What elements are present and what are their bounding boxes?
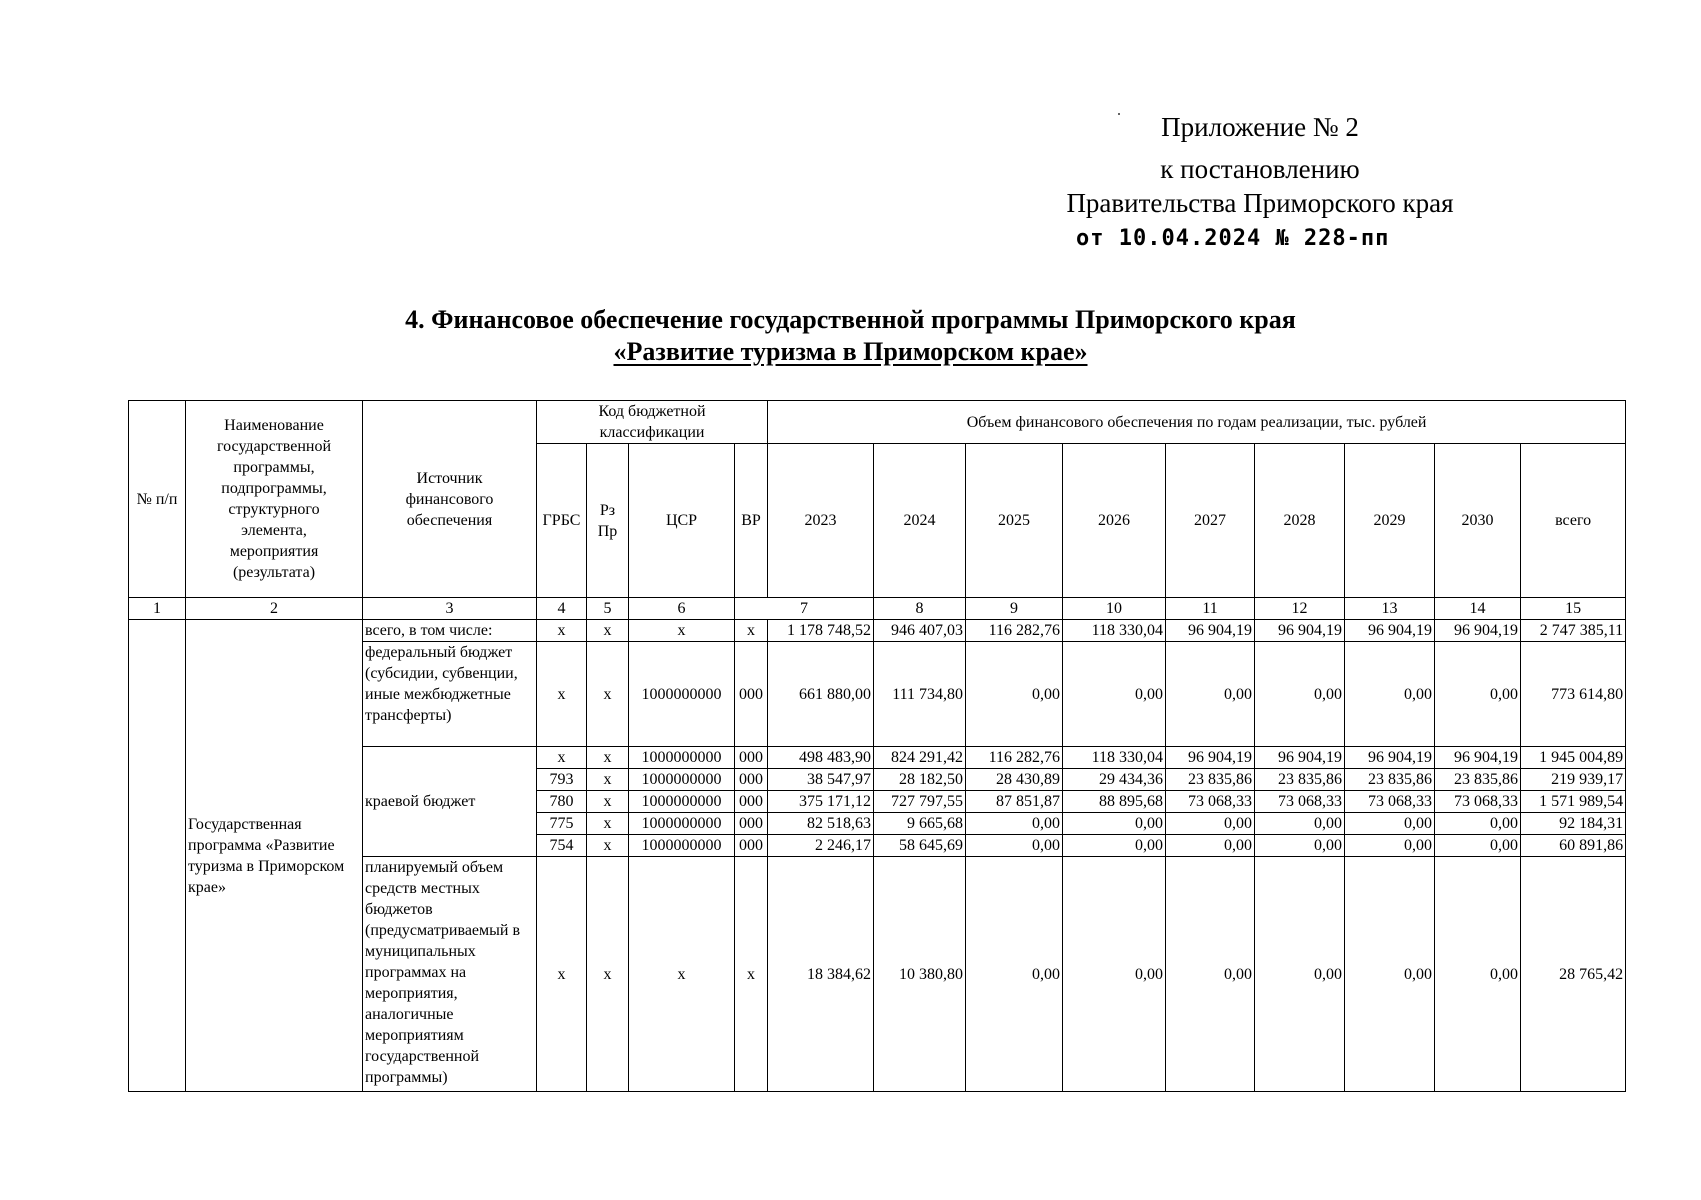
value-cell: 116 282,76 <box>966 620 1063 642</box>
source-federal: федеральный бюджет (субсидии, субвенции, иные межбюджетные трансферты) <box>363 642 537 747</box>
column-number: 3 <box>363 598 537 620</box>
value-cell: 0,00 <box>1255 642 1345 747</box>
csr-cell: 1000000000 <box>629 747 735 769</box>
value-cell: 0,00 <box>1345 642 1435 747</box>
value-cell: 118 330,04 <box>1063 747 1166 769</box>
value-cell: 824 291,42 <box>874 747 966 769</box>
value-cell: 375 171,12 <box>768 791 874 813</box>
value-cell: 92 184,31 <box>1521 813 1626 835</box>
column-number: 9 <box>966 598 1063 620</box>
value-cell: 219 939,17 <box>1521 769 1626 791</box>
header-grbs: ГРБС <box>537 444 587 598</box>
value-cell: 0,00 <box>966 642 1063 747</box>
rzpr-cell: x <box>587 769 629 791</box>
grbs-cell: x <box>537 642 587 747</box>
value-cell: 0,00 <box>1435 835 1521 857</box>
value-cell: 0,00 <box>966 857 1063 1092</box>
value-cell: 0,00 <box>1166 813 1255 835</box>
header-year-2026: 2026 <box>1063 444 1166 598</box>
vr-cell: 000 <box>735 747 768 769</box>
header-year-2028: 2028 <box>1255 444 1345 598</box>
value-cell: 96 904,19 <box>1166 620 1255 642</box>
header-year-2027: 2027 <box>1166 444 1255 598</box>
value-cell: 88 895,68 <box>1063 791 1166 813</box>
rzpr-cell: x <box>587 813 629 835</box>
column-number: 7 <box>735 598 874 620</box>
appendix-to-resolution: к постановлению <box>1160 154 1360 184</box>
value-cell: 0,00 <box>1435 642 1521 747</box>
value-cell: 82 518,63 <box>768 813 874 835</box>
column-number: 11 <box>1166 598 1255 620</box>
value-cell: 23 835,86 <box>1166 769 1255 791</box>
value-cell: 0,00 <box>966 813 1063 835</box>
value-cell: 0,00 <box>1345 835 1435 857</box>
column-number: 14 <box>1435 598 1521 620</box>
header-volume-group: Объем финансового обеспечения по годам реализации, тыс. рублей <box>768 401 1626 444</box>
appendix-number: Приложение № 2 <box>1161 112 1359 142</box>
csr-cell: 1000000000 <box>629 769 735 791</box>
grbs-cell: x <box>537 747 587 769</box>
header-year-2029: 2029 <box>1345 444 1435 598</box>
value-cell: 2 747 385,11 <box>1521 620 1626 642</box>
value-cell: 96 904,19 <box>1255 747 1345 769</box>
grbs-cell: 780 <box>537 791 587 813</box>
value-cell: 0,00 <box>1063 857 1166 1092</box>
value-cell: 946 407,03 <box>874 620 966 642</box>
value-cell: 96 904,19 <box>1435 620 1521 642</box>
header-code-group: Код бюджетной классификации <box>537 401 768 444</box>
vr-cell: x <box>735 620 768 642</box>
value-cell: 116 282,76 <box>966 747 1063 769</box>
header-year-2030: 2030 <box>1435 444 1521 598</box>
source-total: всего, в том числе: <box>363 620 537 642</box>
grbs-cell: x <box>537 857 587 1092</box>
value-cell: 60 891,86 <box>1521 835 1626 857</box>
header-num: № п/п <box>129 401 186 598</box>
value-cell: 28 765,42 <box>1521 857 1626 1092</box>
value-cell: 23 835,86 <box>1435 769 1521 791</box>
value-cell: 0,00 <box>1166 857 1255 1092</box>
value-cell: 0,00 <box>1435 857 1521 1092</box>
value-cell: 58 645,69 <box>874 835 966 857</box>
value-cell: 96 904,19 <box>1166 747 1255 769</box>
column-number-row <box>129 598 1626 620</box>
value-cell: 96 904,19 <box>1255 620 1345 642</box>
csr-cell: x <box>629 620 735 642</box>
value-cell: 498 483,90 <box>768 747 874 769</box>
vr-cell: 000 <box>735 835 768 857</box>
value-cell: 73 068,33 <box>1345 791 1435 813</box>
value-cell: 96 904,19 <box>1435 747 1521 769</box>
value-cell: 96 904,19 <box>1345 747 1435 769</box>
value-cell: 1 178 748,52 <box>768 620 874 642</box>
value-cell: 23 835,86 <box>1345 769 1435 791</box>
grbs-cell: 775 <box>537 813 587 835</box>
vr-cell: 000 <box>735 791 768 813</box>
rzpr-cell: x <box>587 835 629 857</box>
header-year-2023: 2023 <box>768 444 874 598</box>
column-number: 2 <box>186 598 363 620</box>
column-number: 13 <box>1345 598 1435 620</box>
column-number: 5 <box>587 598 629 620</box>
grbs-cell: x <box>537 620 587 642</box>
value-cell: 0,00 <box>1063 813 1166 835</box>
header-year-2024: 2024 <box>874 444 966 598</box>
value-cell: 9 665,68 <box>874 813 966 835</box>
rzpr-cell: x <box>587 642 629 747</box>
column-number: 10 <box>1063 598 1166 620</box>
vr-cell: 000 <box>735 813 768 835</box>
value-cell: 727 797,55 <box>874 791 966 813</box>
program-name: Государственная программа «Развитие туризма в Приморском крае» <box>186 620 363 1092</box>
source-local: планируемый объем средств местных бюджетов (предусматриваемый в муниципальных программах на мероприятия, аналогичные мероприятиям государственной программы) <box>363 857 537 1092</box>
value-cell: 0,00 <box>1255 835 1345 857</box>
rzpr-cell: x <box>587 620 629 642</box>
num-cell <box>129 620 186 1092</box>
value-cell: 0,00 <box>1166 835 1255 857</box>
rzpr-cell: x <box>587 747 629 769</box>
column-number: 6 <box>629 598 735 620</box>
value-cell: 1 945 004,89 <box>1521 747 1626 769</box>
value-cell: 0,00 <box>1345 857 1435 1092</box>
csr-cell: 1000000000 <box>629 835 735 857</box>
value-cell: 2 246,17 <box>768 835 874 857</box>
value-cell: 28 182,50 <box>874 769 966 791</box>
value-cell: 73 068,33 <box>1435 791 1521 813</box>
grbs-cell: 754 <box>537 835 587 857</box>
value-cell: 73 068,33 <box>1166 791 1255 813</box>
value-cell: 10 380,80 <box>874 857 966 1092</box>
rzpr-cell: x <box>587 791 629 813</box>
column-number: 12 <box>1255 598 1345 620</box>
header-csr: ЦСР <box>629 444 735 598</box>
header-year-2025: 2025 <box>966 444 1063 598</box>
header-vr: ВР <box>735 444 768 598</box>
value-cell: 18 384,62 <box>768 857 874 1092</box>
document-title <box>0 304 1701 368</box>
value-cell: 87 851,87 <box>966 791 1063 813</box>
csr-cell: 1000000000 <box>629 813 735 835</box>
column-number: 1 <box>129 598 186 620</box>
vr-cell: 000 <box>735 769 768 791</box>
source-regional: краевой бюджет <box>363 747 537 857</box>
csr-cell: 1000000000 <box>629 791 735 813</box>
value-cell: 118 330,04 <box>1063 620 1166 642</box>
value-cell: 0,00 <box>1063 642 1166 747</box>
appendix-block <box>1040 110 1480 256</box>
value-cell: 29 434,36 <box>1063 769 1166 791</box>
value-cell: 0,00 <box>1435 813 1521 835</box>
header-rzpr: Рз Пр <box>587 444 629 598</box>
column-number: 4 <box>537 598 587 620</box>
value-cell: 1 571 989,54 <box>1521 791 1626 813</box>
appendix-date-number: от 10.04.2024 № 228-пп <box>1076 226 1390 251</box>
column-number: 8 <box>874 598 966 620</box>
value-cell: 0,00 <box>1255 857 1345 1092</box>
value-cell: 773 614,80 <box>1521 642 1626 747</box>
value-cell: 661 880,00 <box>768 642 874 747</box>
value-cell: 0,00 <box>1345 813 1435 835</box>
financing-table <box>128 400 1626 1092</box>
header-name: Наименование государственной программы, подпрограммы, структурного элемента, мероприятия (результата) <box>186 401 363 598</box>
value-cell: 73 068,33 <box>1255 791 1345 813</box>
csr-cell: 1000000000 <box>629 642 735 747</box>
appendix-government: Правительства Приморского края <box>1066 188 1454 218</box>
table-row <box>129 620 1626 642</box>
value-cell: 0,00 <box>1063 835 1166 857</box>
rzpr-cell: x <box>587 857 629 1092</box>
value-cell: 28 430,89 <box>966 769 1063 791</box>
header-row-1 <box>129 401 1626 444</box>
value-cell: 0,00 <box>1255 813 1345 835</box>
header-source: Источник финансового обеспечения <box>363 401 537 598</box>
vr-cell: 000 <box>735 642 768 747</box>
value-cell: 96 904,19 <box>1345 620 1435 642</box>
value-cell: 0,00 <box>966 835 1063 857</box>
header-total: всего <box>1521 444 1626 598</box>
grbs-cell: 793 <box>537 769 587 791</box>
vr-cell: x <box>735 857 768 1092</box>
title-line-2: «Развитие туризма в Приморском крае» <box>613 337 1088 366</box>
value-cell: 23 835,86 <box>1255 769 1345 791</box>
value-cell: 111 734,80 <box>874 642 966 747</box>
column-number: 15 <box>1521 598 1626 620</box>
value-cell: 0,00 <box>1166 642 1255 747</box>
value-cell: 38 547,97 <box>768 769 874 791</box>
csr-cell: x <box>629 857 735 1092</box>
title-line-1: 4. Финансовое обеспечение государственной программы Приморского края <box>405 305 1296 334</box>
